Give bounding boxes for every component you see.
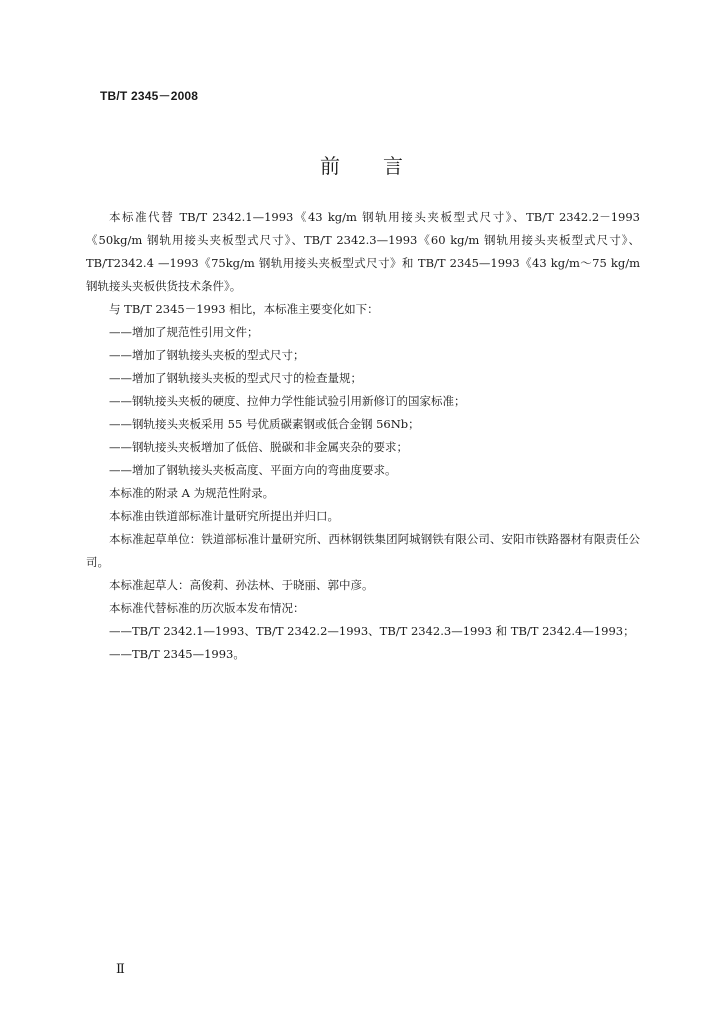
list-item-change: ——钢轨接头夹板的硬度、拉伸力学性能试验引用新修订的国家标准； <box>109 394 466 408</box>
list-item-change: ——增加了规范性引用文件； <box>109 325 259 339</box>
paragraph-drafting-units: 本标准起草单位：铁道部标准计量研究所、西林钢铁集团阿城钢铁有限公司、安阳市铁路器材有限责任公司。 <box>86 532 640 569</box>
list-item-change: ——增加了钢轨接头夹板的型式尺寸的检查量规； <box>109 371 362 385</box>
list-item-change: ——钢轨接头夹板增加了低倍、脱碳和非金属夹杂的要求； <box>109 440 408 454</box>
page-number: Ⅱ <box>116 962 125 977</box>
document-code-header: TB/T 2345－2008 <box>100 89 199 103</box>
list-item-history: ——TB/T 2345—1993。 <box>109 647 245 661</box>
text-line-drafters: 本标准起草人：高俊莉、孙法林、于晓丽、郭中彦。 <box>109 578 374 592</box>
list-item-change: ——钢轨接头夹板采用 55 号优质碳素钢或低合金钢 56Nb； <box>109 417 420 431</box>
text-line-changes-intro: 与 TB/T 2345－1993 相比，本标准主要变化如下： <box>109 302 379 316</box>
text-line-proposer: 本标准由铁道部标准计量研究所提出并归口。 <box>109 509 339 523</box>
list-item-change: ——增加了钢轨接头夹板的型式尺寸； <box>109 348 305 362</box>
list-item-history: ——TB/T 2342.1—1993、TB/T 2342.2—1993、TB/T 2342.3—1993 和 TB/T 2342.4—1993； <box>109 624 635 638</box>
paragraph-replaces: 本标准代替 TB/T 2342.1—1993《43 kg/m 钢轨用接头夹板型式尺寸》、TB/T 2342.2－1993《50kg/m 钢轨用接头夹板型式尺寸》、TB/T 2342.3—1993《60 kg/m 钢轨用接头夹板型式尺寸》、TB/T2342.4 —1993《75kg/m 钢轨用接头夹板型式尺寸》和 TB/T 2345—1993《43 kg/m～75 kg/m 钢轨接头夹板供货技术条件》。 <box>86 210 640 293</box>
text-line-history-intro: 本标准代替标准的历次版本发布情况： <box>109 601 305 615</box>
foreword-body <box>86 206 640 666</box>
text-line-appendix: 本标准的附录 A 为规范性附录。 <box>109 486 275 500</box>
page-title: 前 言 <box>320 154 404 178</box>
list-item-change: ——增加了钢轨接头夹板高度、平面方向的弯曲度要求。 <box>109 463 397 477</box>
